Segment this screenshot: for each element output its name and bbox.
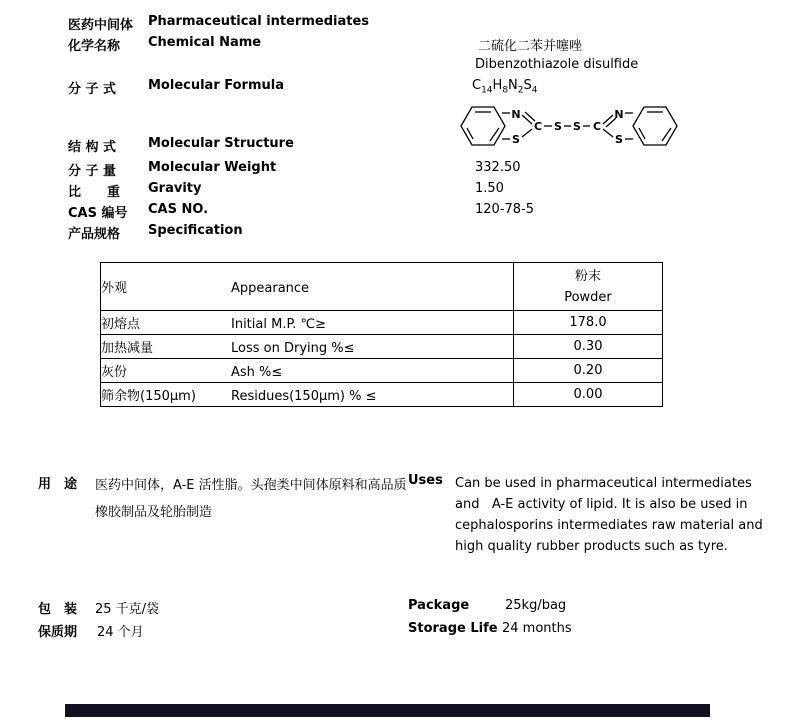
row-value: 0.20 — [514, 359, 663, 383]
gravity-value: 1.50 — [475, 181, 504, 196]
storage-value-en: 24 months — [502, 621, 572, 636]
row-storage-life — [0, 621, 789, 641]
row-chemical-name-en — [0, 57, 789, 77]
row-en: Initial M.P. ℃≥ — [231, 317, 327, 332]
uses-en-line-4: high quality rubber products such as tyre. — [455, 539, 728, 554]
label-zh-intermediates: 医药中间体 — [68, 18, 134, 33]
table-header-row — [101, 263, 663, 311]
label-zh-gravity: 比 重 — [68, 185, 121, 200]
header-desc-cell — [101, 263, 514, 311]
storage-label-en: Storage Life — [408, 621, 498, 636]
row-zh: 初熔点 — [101, 317, 141, 332]
label-zh-molecular-formula: 分 子 式 — [68, 82, 117, 97]
molecular-formula-value: $C_{14}H_8N_2S_4$ — [472, 78, 538, 96]
row-molecular-weight — [0, 160, 789, 180]
chemical-name-en-value: Dibenzothiazole disulfide — [475, 57, 639, 72]
row-value: 0.30 — [514, 335, 663, 359]
label-en-intermediates: Pharmaceutical intermediates — [148, 14, 370, 29]
label-en-molecular-formula: Molecular Formula — [148, 78, 284, 93]
row-gravity — [0, 181, 789, 201]
storage-value-zh: 24 个月 — [97, 625, 144, 640]
uses-zh-line-2: 橡胶制品及轮胎制造 — [95, 505, 213, 520]
row-zh: 筛余物(150μm) — [101, 389, 196, 404]
product-zh: 粉末 — [574, 268, 601, 284]
storage-label-zh: 保质期 — [38, 625, 78, 640]
row-en: Loss on Drying %≤ — [231, 341, 355, 356]
package-label-en: Package — [408, 598, 470, 613]
row-specification — [0, 223, 789, 243]
label-en-specification: Specification — [148, 223, 243, 238]
molecular-weight-value: 332.50 — [475, 160, 521, 175]
atom-n-left: N — [511, 108, 521, 121]
table-row — [101, 359, 663, 383]
table-row — [101, 383, 663, 407]
row-en: Residues(150μm) % ≤ — [231, 389, 377, 404]
label-zh-cas: CAS 编号 — [68, 206, 128, 221]
uses-en-line-3: cephalosporins intermediates raw material and — [455, 518, 763, 533]
row-package — [0, 598, 789, 618]
label-zh-molecular-structure: 结 构 式 — [68, 140, 117, 155]
row-en: Ash %≤ — [231, 365, 283, 380]
label-en-cas: CAS NO. — [148, 202, 209, 217]
row-molecular-formula — [0, 78, 789, 98]
label-en-molecular-weight: Molecular Weight — [148, 160, 277, 175]
atom-c-left: C — [533, 120, 543, 133]
row-cas — [0, 202, 789, 222]
row-zh: 灰份 — [101, 365, 128, 380]
row-value: 178.0 — [514, 311, 663, 335]
uses-label-zh: 用 途 — [38, 477, 78, 492]
row-zh: 加热减量 — [101, 341, 154, 356]
header-en: Appearance — [231, 281, 310, 296]
table-row — [101, 335, 663, 359]
product-en: Powder — [564, 289, 612, 305]
package-label-zh: 包 装 — [38, 602, 78, 617]
label-en-molecular-structure: Molecular Structure — [148, 136, 294, 151]
row-pharmaceutical-intermediates — [0, 14, 789, 34]
atom-s-right: S — [615, 133, 623, 146]
chemical-name-zh-value: 二硫化二苯并噻唑 — [478, 39, 583, 54]
header-product-cell — [514, 263, 663, 311]
specification-table — [100, 262, 663, 407]
header-zh: 外观 — [101, 281, 128, 296]
label-en-gravity: Gravity — [148, 181, 202, 196]
cas-value: 120-78-5 — [475, 202, 535, 217]
label-zh-chemical-name: 化学名称 — [68, 39, 121, 54]
page-bottom-bar — [65, 704, 710, 717]
uses-label-en: Uses — [408, 473, 443, 488]
atom-n-right: N — [614, 108, 624, 121]
row-molecular-structure — [0, 136, 789, 156]
atom-s-mid2: S — [573, 120, 581, 133]
atom-s-left: S — [512, 133, 520, 146]
label-zh-specification: 产品规格 — [68, 227, 121, 242]
row-chemical-name — [0, 35, 789, 55]
label-en-chemical-name: Chemical Name — [148, 35, 262, 50]
uses-en-line-2: and A-E activity of lipid. It is also be used in — [455, 497, 748, 512]
uses-en-line-1: Can be used in pharmaceutical intermediates — [455, 476, 752, 491]
package-value-zh: 25 千克/袋 — [95, 602, 160, 617]
row-value: 0.00 — [514, 383, 663, 407]
label-zh-molecular-weight: 分 子 量 — [68, 164, 117, 179]
uses-zh-line-1: 医药中间体，A-E 活性脂。头孢类中间体原料和高品质 — [95, 478, 407, 493]
table-row — [101, 311, 663, 335]
atom-c-right: C — [592, 120, 602, 133]
package-value-en: 25kg/bag — [505, 598, 567, 613]
atom-s-mid1: S — [554, 120, 562, 133]
